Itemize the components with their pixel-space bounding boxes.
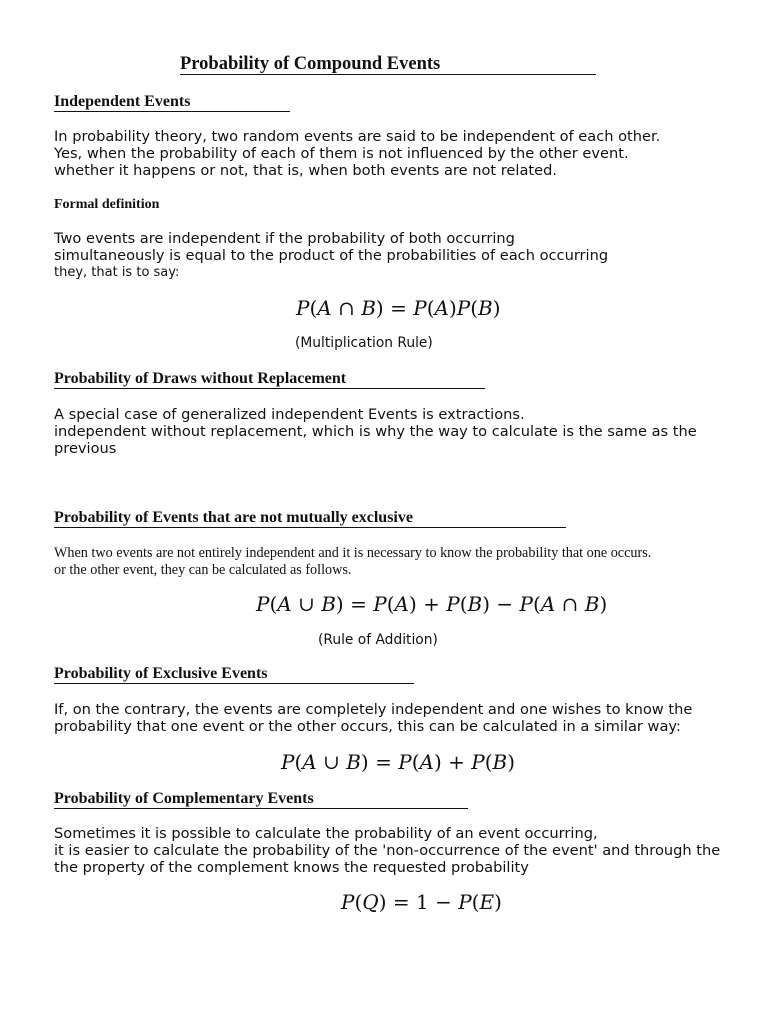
section-heading-exclusive-events: Probability of Exclusive Events [54, 666, 414, 684]
paragraph-line: simultaneously is equal to the product of the probabilities of each occurring [54, 247, 609, 265]
addition-rule-label: (Rule of Addition) [318, 632, 438, 648]
section-heading-complementary-events: Probability of Complementary Events [54, 791, 468, 809]
definition-paragraph [54, 230, 608, 282]
paragraph-line: When two events are not entirely independent and it is necessary to know the probability that one occurs. [54, 545, 652, 561]
paragraph-line: If, on the contrary, the events are completely independent and one wishes to know the [54, 701, 693, 718]
multiplication-formula: P(A ∩ B) = P(A)P(B) [296, 296, 501, 320]
page-title: Probability of Compound Events [180, 54, 596, 75]
section-heading-independent-events: Independent Events [54, 94, 290, 112]
paragraph-line: Sometimes it is possible to calculate the probability of an event occurring, [54, 825, 598, 842]
paragraph-line: or the other event, they can be calculated as follows. [54, 562, 352, 578]
multiplication-rule-label: (Multiplication Rule) [295, 335, 433, 351]
paragraph-line: In probability theory, two random events are said to be independent of each other. [54, 128, 661, 145]
section-heading-draws-without-replacement: Probability of Draws without Replacement [54, 371, 485, 389]
paragraph-line: whether it happens or not, that is, when both events are not related. [54, 162, 558, 180]
paragraph-line: independent without replacement, which is why the way to calculate is the same as the [54, 423, 697, 441]
paragraph-line: the property of the complement knows the requested probability [54, 859, 529, 877]
paragraph-line: it is easier to calculate the probability of the 'non-occurrence of the event' and through the [54, 842, 721, 860]
paragraph-line: Yes, when the probability of each of them is not influenced by the other event. [54, 145, 629, 163]
paragraph-line: A special case of generalized independent Events is extractions. [54, 406, 525, 423]
complement-formula: P(Q) = 1 − P(E) [341, 890, 502, 914]
addition-formula: P(A ∪ B) = P(A) + P(B) − P(A ∩ B) [256, 592, 608, 616]
exclusive-paragraph [54, 701, 692, 735]
paragraph-line: previous [54, 440, 117, 458]
paragraph-line: probability that one event or the other occurs, this can be calculated in a similar way: [54, 718, 681, 736]
section-heading-not-mutually-exclusive: Probability of Events that are not mutually exclusive [54, 510, 566, 528]
exclusive-formula: P(A ∪ B) = P(A) + P(B) [281, 750, 516, 774]
draws-paragraph [54, 406, 697, 458]
paragraph-line: Two events are independent if the probability of both occurring [54, 230, 515, 247]
not-exclusive-paragraph [54, 545, 651, 579]
independent-intro-paragraph [54, 128, 660, 180]
formal-definition-heading: Formal definition [54, 197, 160, 212]
paragraph-line: they, that is to say: [54, 265, 180, 281]
complementary-paragraph [54, 825, 720, 877]
